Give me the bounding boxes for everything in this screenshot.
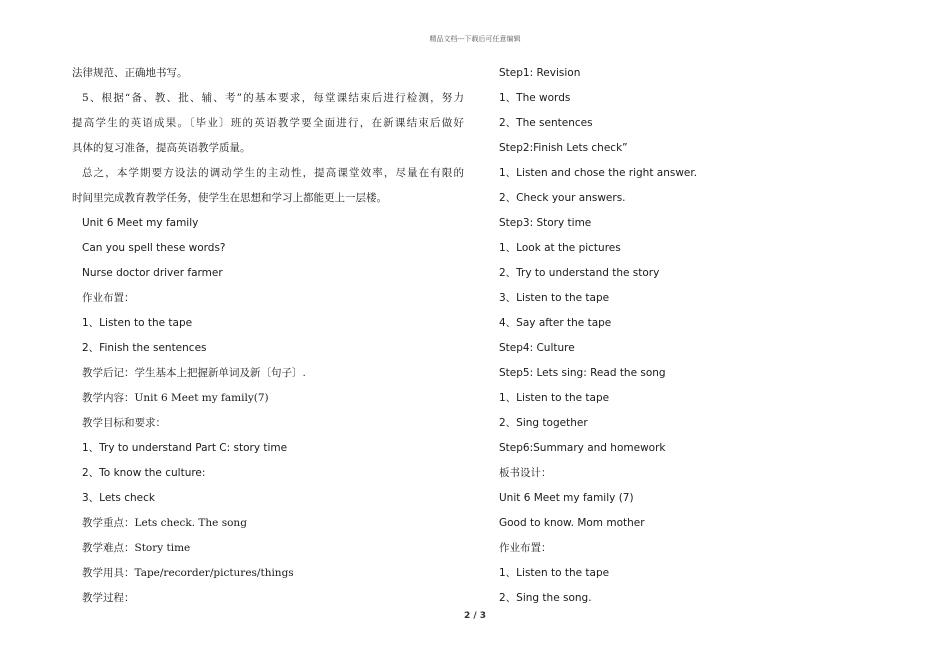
left-text-line: 教学内容：Unit 6 Meet my family(7) <box>82 392 269 404</box>
right-text-line: Good to know. Mom mother <box>499 517 645 529</box>
left-text-line: 教学后记：学生基本上把握新单词及新〔句子〕. <box>82 367 306 379</box>
right-text-line: Unit 6 Meet my family (7) <box>499 492 634 504</box>
left-text-line: 教学过程： <box>82 592 135 604</box>
left-text-line: 5、根据“备、教、批、辅、考”的基本要求，每堂课结束后进行检测，努力 <box>82 92 464 104</box>
right-text-line: Step6:Summary and homework <box>499 442 666 454</box>
left-text-line: Unit 6 Meet my family <box>82 217 199 229</box>
right-text-line: 1、Listen to the tape <box>499 392 610 404</box>
left-text-line: Nurse doctor driver farmer <box>82 267 223 279</box>
left-text-line: 时间里完成教育教学任务，使学生在思想和学习上都能更上一层楼。 <box>72 192 387 204</box>
left-column <box>72 64 464 614</box>
right-text-line: 作业布置： <box>499 542 552 554</box>
left-text-line: 2、To know the culture: <box>82 467 206 479</box>
right-column <box>499 64 899 614</box>
right-text-line: 2、Try to understand the story <box>499 267 660 279</box>
left-text-line: 3、Lets check <box>82 492 155 504</box>
right-text-line: 4、Say after the tape <box>499 317 612 329</box>
left-text-line: 教学难点：Story time <box>82 542 191 554</box>
left-text-line: 具体的复习准备，提高英语教学质量。 <box>72 142 251 154</box>
right-text-line: 2、Check your answers. <box>499 192 626 204</box>
right-text-line: Step1: Revision <box>499 67 581 79</box>
left-text-line: 教学用具：Tape/recorder/pictures/things <box>82 567 294 579</box>
right-text-line: 2、Sing the song. <box>499 592 592 604</box>
right-text-line: 2、The sentences <box>499 117 593 129</box>
right-text-line: 2、Sing together <box>499 417 588 429</box>
right-text-line: 1、Look at the pictures <box>499 242 621 254</box>
right-text-line: 板书设计： <box>499 467 552 479</box>
left-text-line: 提高学生的英语成果。〔毕业〕班的英语教学要全面进行，在新课结束后做好 <box>72 117 464 129</box>
left-text-line: 作业布置： <box>82 292 135 304</box>
right-text-line: Step2:Finish Lets check” <box>499 142 628 154</box>
right-text-line: 1、Listen and chose the right answer. <box>499 167 698 179</box>
right-text-line: 3、Listen to the tape <box>499 292 610 304</box>
left-text-line: 1、Listen to the tape <box>82 317 193 329</box>
right-text-line: 1、Listen to the tape <box>499 567 610 579</box>
right-text-line: Step3: Story time <box>499 217 592 229</box>
right-text-line: Step4: Culture <box>499 342 575 354</box>
page-number: 2 / 3 <box>463 611 487 621</box>
left-text-line: 教学目标和要求： <box>82 417 166 429</box>
left-text-line: 教学重点：Lets check. The song <box>82 517 247 529</box>
right-text-line: Step5: Lets sing: Read the song <box>499 367 666 379</box>
left-text-line: 法律规范、正确地书写。 <box>72 67 188 79</box>
page-header: 精品文档---下载后可任意编辑 <box>429 35 521 43</box>
left-text-line: Can you spell these words? <box>82 242 226 254</box>
left-text-line: 2、Finish the sentences <box>82 342 207 354</box>
right-text-line: 1、The words <box>499 92 571 104</box>
left-text-line: 1、Try to understand Part C: story time <box>82 442 288 454</box>
left-text-line: 总之，本学期要方设法的调动学生的主动性，提高课堂效率，尽量在有限的 <box>82 167 464 179</box>
